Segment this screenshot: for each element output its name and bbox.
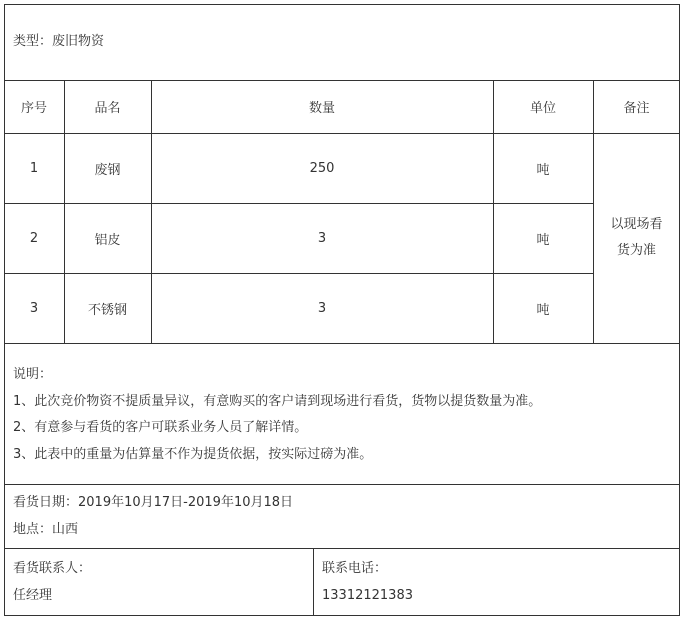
note-item-2: 2、有意参与看货的客户可联系业务人员了解详情。 [13,420,308,435]
contact-phone-label: 联系电话： [322,561,388,576]
contact-phone-value: 13312121383 [322,588,413,603]
rule-below-notes [4,484,680,485]
rule-below-table [4,343,680,344]
row1-qty: 250 [309,160,335,176]
viewing-date: 看货日期：2019年10月17日-2019年10月18日 [13,495,294,510]
viewing-location: 地点：山西 [13,522,79,537]
row1-no: 1 [29,160,39,176]
row3-no: 3 [29,300,39,316]
row2-no: 2 [29,230,39,246]
row3-unit: 吨 [536,302,550,318]
note-item-3: 3、此表中的重量为估算量不作为提货依据，按实际过磅为准。 [13,447,373,462]
row1-unit: 吨 [536,162,550,178]
row1-name: 废钢 [94,162,121,178]
rule-below-viewing [4,548,680,549]
row3-name: 不锈钢 [87,302,127,318]
contact-divider [313,548,314,616]
header-unit: 单位 [529,101,556,116]
header-no: 序号 [20,101,47,116]
remark-line-1: 以现场看 [610,217,663,232]
header-qty: 数量 [308,101,335,116]
header-remark: 备注 [623,101,650,116]
contact-person-label: 看货联系人： [13,561,92,576]
row2-unit: 吨 [536,232,550,248]
row2-name: 铝皮 [94,232,121,248]
remark-cell [593,133,680,343]
type-label: 类型：废旧物资 [13,34,105,49]
note-item-1: 1、此次竞价物资不提质量异议，有意购买的客户请到现场进行看货，货物以提货数量为准。 [13,394,542,409]
contact-person-value: 任经理 [13,588,53,603]
row3-qty: 3 [317,300,327,316]
header-name: 品名 [94,101,121,116]
remark-line-2: 货为准 [616,243,656,258]
notes-title: 说明： [13,367,53,382]
row2-qty: 3 [317,230,327,246]
